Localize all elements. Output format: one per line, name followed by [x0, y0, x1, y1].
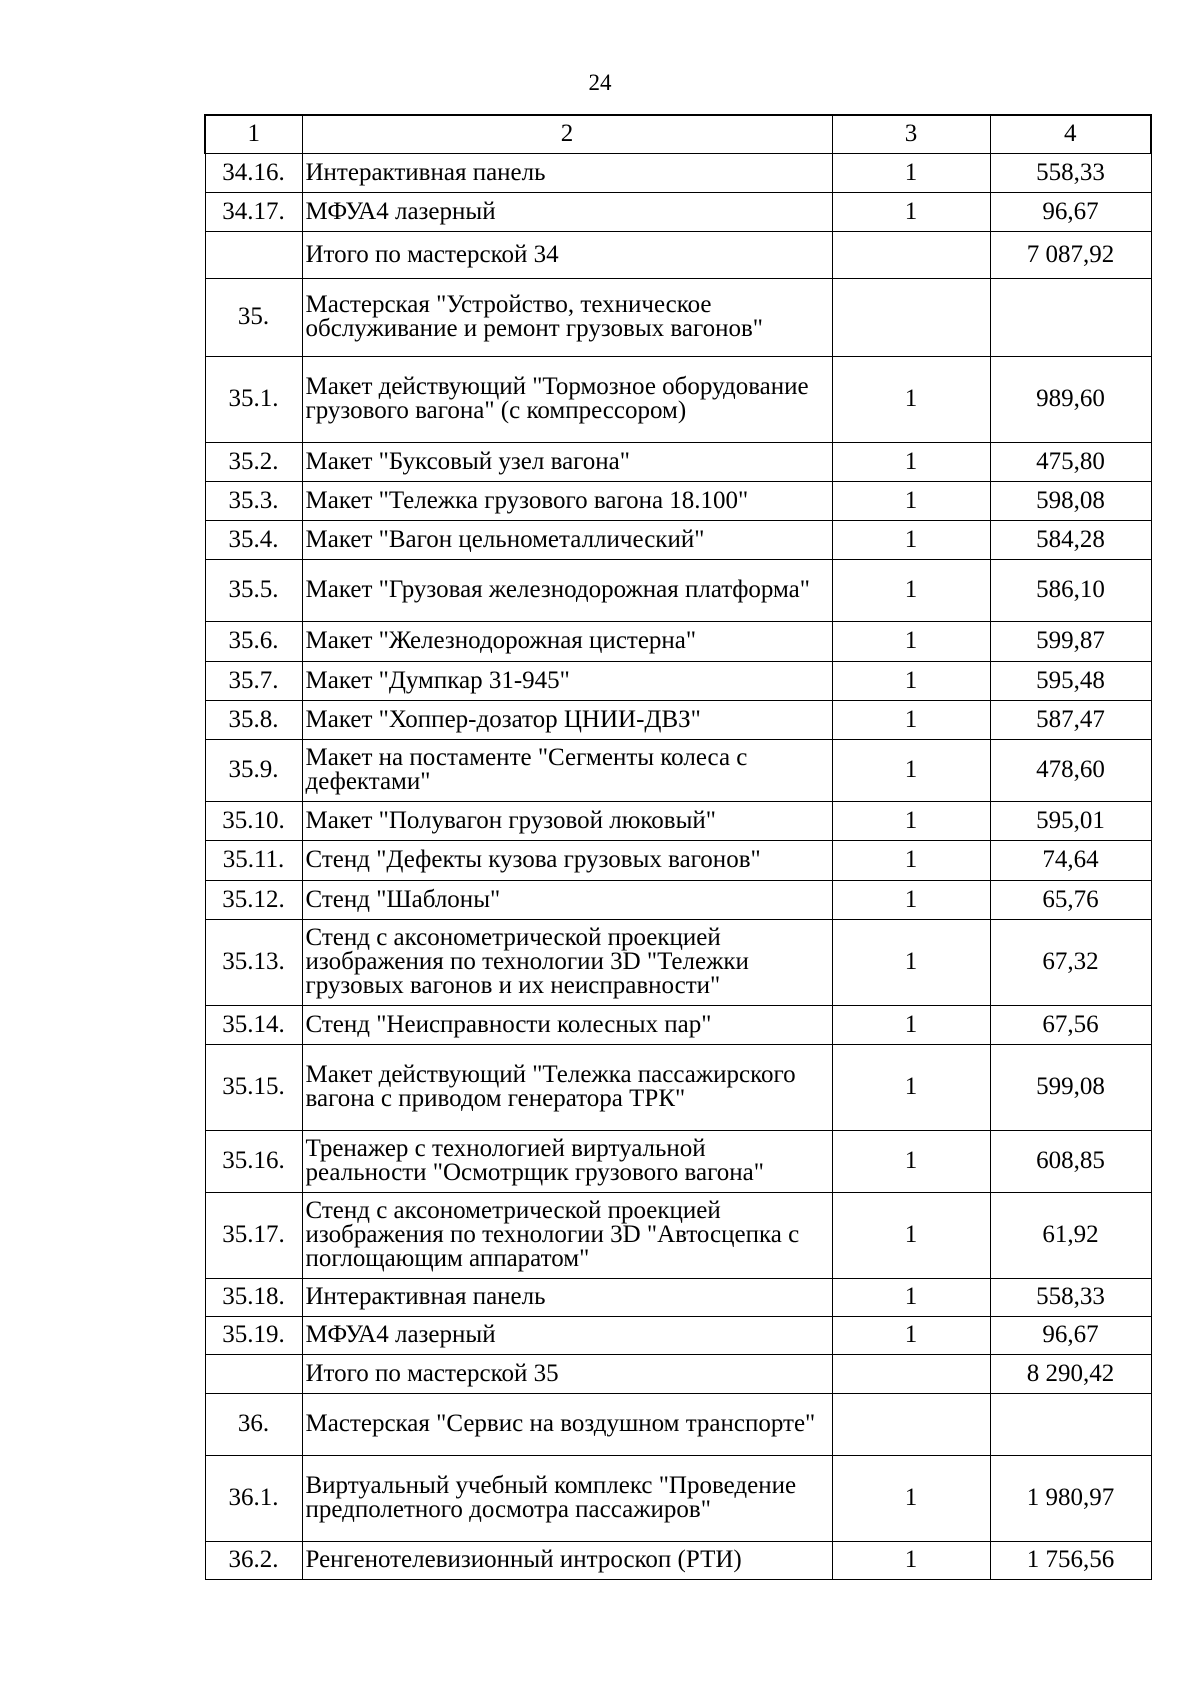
- table-row: [205, 1455, 1151, 1541]
- item-name: Стенд "Дефекты кузова грузовых вагонов": [302, 840, 832, 880]
- table-row: [205, 1316, 1151, 1354]
- item-price: 558,33: [990, 153, 1151, 192]
- item-price: 599,08: [990, 1044, 1151, 1130]
- row-number: 35.14.: [205, 1005, 302, 1044]
- item-price: 587,47: [990, 700, 1151, 739]
- item-quantity: 1: [832, 1455, 990, 1541]
- item-quantity: 1: [832, 559, 990, 621]
- item-name: Ренгенотелевизионный интроскоп (РТИ): [302, 1541, 832, 1579]
- item-price: 96,67: [990, 1316, 1151, 1354]
- item-name: Тренажер с технологией виртуальной реальности "Осмотрщик грузового вагона": [302, 1130, 832, 1192]
- item-name: Макет на постаменте "Сегменты колеса с дефектами": [302, 739, 832, 801]
- table-row: [205, 661, 1151, 700]
- table-row: [205, 621, 1151, 661]
- item-quantity: 1: [832, 739, 990, 801]
- item-price: 74,64: [990, 840, 1151, 880]
- item-name: Интерактивная панель: [302, 1278, 832, 1316]
- table-row: [205, 1044, 1151, 1130]
- row-number: 35.8.: [205, 700, 302, 739]
- item-quantity: 1: [832, 1005, 990, 1044]
- item-price: 989,60: [990, 356, 1151, 442]
- row-number: 35.19.: [205, 1316, 302, 1354]
- item-price: 1 756,56: [990, 1541, 1151, 1579]
- table-row: [205, 481, 1151, 520]
- item-price: 65,76: [990, 880, 1151, 919]
- item-price: 1 980,97: [990, 1455, 1151, 1541]
- table-row: [205, 559, 1151, 621]
- item-name: Макет "Грузовая железнодорожная платформа": [302, 559, 832, 621]
- table-row: [205, 356, 1151, 442]
- item-quantity: 1: [832, 153, 990, 192]
- table-row: [205, 739, 1151, 801]
- item-name: Стенд "Шаблоны": [302, 880, 832, 919]
- item-price: 8 290,42: [990, 1354, 1151, 1393]
- item-name: Стенд "Неисправности колесных пар": [302, 1005, 832, 1044]
- item-quantity: 1: [832, 356, 990, 442]
- item-quantity: 1: [832, 700, 990, 739]
- item-name: Макет "Буксовый узел вагона": [302, 442, 832, 481]
- row-number: 35.4.: [205, 520, 302, 559]
- row-number: 36.: [205, 1393, 302, 1455]
- table-body: [205, 153, 1151, 1579]
- header-row: [205, 115, 1151, 153]
- item-price: 595,01: [990, 801, 1151, 840]
- table-row: [205, 880, 1151, 919]
- item-price: 595,48: [990, 661, 1151, 700]
- row-number: 35.: [205, 278, 302, 356]
- item-quantity: [832, 1393, 990, 1455]
- item-name: Итого по мастерской 35: [302, 1354, 832, 1393]
- table-row: [205, 1278, 1151, 1316]
- table-header: [205, 115, 1151, 153]
- table-row: [205, 192, 1151, 231]
- table-row: [205, 1130, 1151, 1192]
- table-row: [205, 520, 1151, 559]
- item-quantity: 1: [832, 661, 990, 700]
- item-quantity: [832, 278, 990, 356]
- table-row: [205, 700, 1151, 739]
- item-name: Макет "Хоппер-дозатор ЦНИИ-ДВЗ": [302, 700, 832, 739]
- table-row: [205, 278, 1151, 356]
- item-quantity: [832, 1354, 990, 1393]
- table-row: [205, 840, 1151, 880]
- table-row: [205, 1393, 1151, 1455]
- row-number: 35.1.: [205, 356, 302, 442]
- item-price: 558,33: [990, 1278, 1151, 1316]
- table-row: [205, 919, 1151, 1005]
- item-name: Мастерская "Сервис на воздушном транспорте": [302, 1393, 832, 1455]
- item-price: 61,92: [990, 1192, 1151, 1278]
- item-price: 599,87: [990, 621, 1151, 661]
- row-number: 35.3.: [205, 481, 302, 520]
- item-price: 598,08: [990, 481, 1151, 520]
- table-row: [205, 153, 1151, 192]
- item-price: 584,28: [990, 520, 1151, 559]
- item-name: Стенд с аксонометрической проекцией изображения по технологии 3D "Тележки грузовых вагонов и их неисправности": [302, 919, 832, 1005]
- row-number: 35.7.: [205, 661, 302, 700]
- item-quantity: 1: [832, 192, 990, 231]
- row-number: 35.12.: [205, 880, 302, 919]
- table-row: [205, 1005, 1151, 1044]
- row-number: 35.11.: [205, 840, 302, 880]
- header-col-quantity: 3: [832, 115, 990, 153]
- item-price: [990, 1393, 1151, 1455]
- item-price: 67,32: [990, 919, 1151, 1005]
- item-name: Макет "Вагон цельнометаллический": [302, 520, 832, 559]
- row-number: 35.18.: [205, 1278, 302, 1316]
- row-number: 36.2.: [205, 1541, 302, 1579]
- item-quantity: 1: [832, 621, 990, 661]
- table-row: [205, 1541, 1151, 1579]
- table-row: [205, 1354, 1151, 1393]
- equipment-table: [204, 114, 1152, 1580]
- item-name: Макет "Полувагон грузовой люковый": [302, 801, 832, 840]
- row-number: [205, 231, 302, 278]
- item-name: Макет "Думпкар 31-945": [302, 661, 832, 700]
- item-name: Макет "Тележка грузового вагона 18.100": [302, 481, 832, 520]
- table-row: [205, 442, 1151, 481]
- row-number: 35.2.: [205, 442, 302, 481]
- row-number: 35.13.: [205, 919, 302, 1005]
- item-name: Макет действующий "Тележка пассажирского вагона с приводом генератора ТРК": [302, 1044, 832, 1130]
- row-number: 35.17.: [205, 1192, 302, 1278]
- item-name: Макет действующий "Тормозное оборудование грузового вагона" (с компрессором): [302, 356, 832, 442]
- item-price: 7 087,92: [990, 231, 1151, 278]
- row-number: 35.16.: [205, 1130, 302, 1192]
- item-name: Макет "Железнодорожная цистерна": [302, 621, 832, 661]
- item-quantity: 1: [832, 1316, 990, 1354]
- item-name: Итого по мастерской 34: [302, 231, 832, 278]
- item-quantity: 1: [832, 840, 990, 880]
- item-quantity: 1: [832, 919, 990, 1005]
- item-quantity: 1: [832, 1130, 990, 1192]
- row-number: 35.9.: [205, 739, 302, 801]
- row-number: 34.16.: [205, 153, 302, 192]
- item-price: 96,67: [990, 192, 1151, 231]
- item-price: 67,56: [990, 1005, 1151, 1044]
- row-number: 34.17.: [205, 192, 302, 231]
- header-col-number: 1: [205, 115, 302, 153]
- item-price: 475,80: [990, 442, 1151, 481]
- table-row: [205, 1192, 1151, 1278]
- item-price: 608,85: [990, 1130, 1151, 1192]
- header-col-price: 4: [990, 115, 1151, 153]
- row-number: 35.5.: [205, 559, 302, 621]
- row-number: 36.1.: [205, 1455, 302, 1541]
- row-number: 35.6.: [205, 621, 302, 661]
- table-row: [205, 231, 1151, 278]
- item-quantity: 1: [832, 1044, 990, 1130]
- row-number: 35.15.: [205, 1044, 302, 1130]
- item-quantity: 1: [832, 520, 990, 559]
- item-name: Стенд с аксонометрической проекцией изображения по технологии 3D "Автосцепка с поглощающим аппаратом": [302, 1192, 832, 1278]
- item-quantity: [832, 231, 990, 278]
- header-col-name: 2: [302, 115, 832, 153]
- item-quantity: 1: [832, 442, 990, 481]
- item-price: [990, 278, 1151, 356]
- item-price: 586,10: [990, 559, 1151, 621]
- item-quantity: 1: [832, 481, 990, 520]
- item-quantity: 1: [832, 1192, 990, 1278]
- item-quantity: 1: [832, 801, 990, 840]
- item-name: МФУА4 лазерный: [302, 192, 832, 231]
- page-number: 24: [588, 70, 612, 95]
- item-name: МФУА4 лазерный: [302, 1316, 832, 1354]
- row-number: 35.10.: [205, 801, 302, 840]
- item-quantity: 1: [832, 1278, 990, 1316]
- item-price: 478,60: [990, 739, 1151, 801]
- item-name: Мастерская "Устройство, техническое обслуживание и ремонт грузовых вагонов": [302, 278, 832, 356]
- item-quantity: 1: [832, 1541, 990, 1579]
- item-name: Виртуальный учебный комплекс "Проведение предполетного досмотра пассажиров": [302, 1455, 832, 1541]
- table-row: [205, 801, 1151, 840]
- item-quantity: 1: [832, 880, 990, 919]
- item-name: Интерактивная панель: [302, 153, 832, 192]
- row-number: [205, 1354, 302, 1393]
